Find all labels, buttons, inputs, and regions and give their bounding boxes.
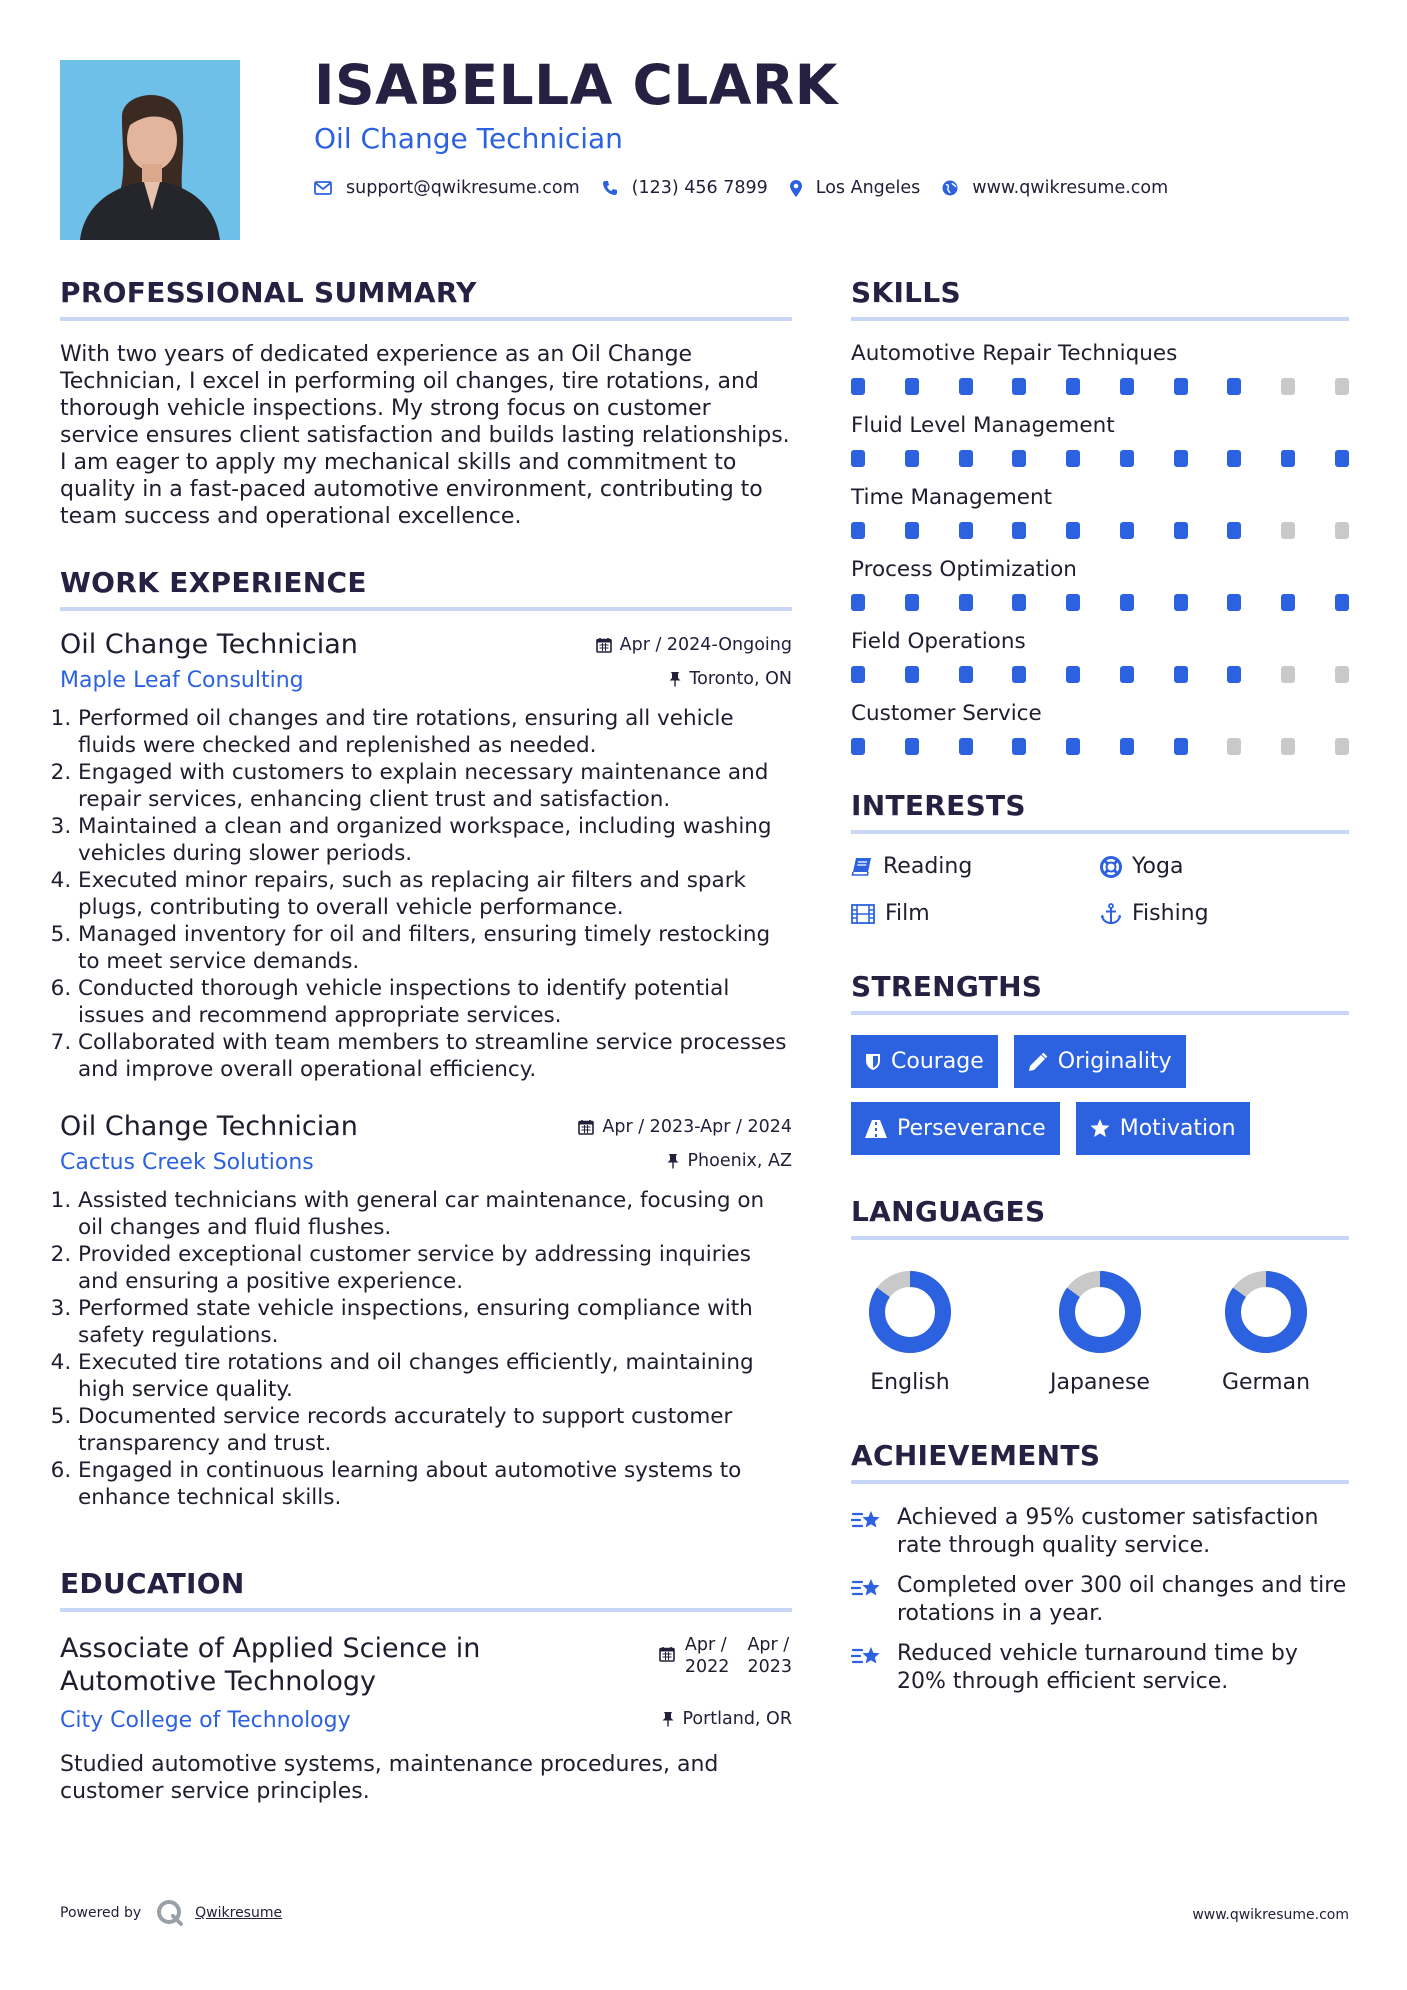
list-item: 1. Assisted technicians with general car maintenance, focusing on oil changes and fluid flushes. bbox=[78, 1187, 792, 1241]
rating-dot-filled bbox=[1066, 522, 1080, 539]
strengths-heading: STRENGTHS bbox=[851, 970, 1349, 1015]
degree-title: Associate of Applied Science in Automotive Technology bbox=[60, 1633, 481, 1697]
list-item: 4. Executed minor repairs, such as replacing air filters and spark plugs, contributing to overall vehicle performance. bbox=[78, 867, 792, 921]
map-pin-icon bbox=[790, 180, 802, 197]
rating-dot-filled bbox=[959, 450, 973, 467]
job-dates bbox=[578, 1117, 792, 1137]
interest-item bbox=[1100, 854, 1349, 879]
rating-dot-filled bbox=[1066, 450, 1080, 467]
rating-dot-empty bbox=[1281, 738, 1295, 755]
contact-email[interactable] bbox=[314, 178, 580, 198]
rating-dot-filled bbox=[905, 666, 919, 683]
list-item: 2. Engaged with customers to explain necessary maintenance and repair services, enhancing client trust and satisfaction. bbox=[78, 759, 792, 813]
skill-name: Process Optimization bbox=[851, 557, 1077, 582]
shield-icon bbox=[865, 1053, 881, 1071]
language-item bbox=[851, 1270, 969, 1395]
rating-dot-filled bbox=[959, 738, 973, 755]
school-name: City College of Technology bbox=[60, 1708, 351, 1733]
strength-label: Perseverance bbox=[897, 1116, 1046, 1141]
skill-rating bbox=[851, 450, 1349, 467]
email-text: support@qwikresume.com bbox=[346, 178, 580, 198]
rating-dot-empty bbox=[1335, 738, 1349, 755]
education-description: Studied automotive systems, maintenance procedures, and customer service principles. bbox=[60, 1752, 719, 1804]
job-location bbox=[667, 1151, 792, 1171]
rating-dot-filled bbox=[905, 450, 919, 467]
contact-phone[interactable] bbox=[602, 178, 768, 198]
achievement-text: Completed over 300 oil changes and tire rotations in a year. bbox=[897, 1573, 1347, 1626]
calendar-icon bbox=[596, 637, 612, 653]
phone-text: (123) 456 7899 bbox=[631, 178, 768, 198]
edu-end-year: 2023 bbox=[747, 1657, 792, 1677]
rating-dot-empty bbox=[1335, 522, 1349, 539]
rating-dot-filled bbox=[1012, 522, 1026, 539]
qwikresume-logo-icon bbox=[155, 1898, 185, 1928]
rating-dot-empty bbox=[1281, 522, 1295, 539]
lifebuoy-icon bbox=[1100, 856, 1122, 878]
shooting-star-icon bbox=[851, 1644, 885, 1670]
job-role: Oil Change Technician bbox=[60, 629, 358, 660]
rating-dot-empty bbox=[1335, 666, 1349, 683]
list-item: 7. Collaborated with team members to streamline service processes and improve overall operational efficiency. bbox=[78, 1029, 792, 1083]
edu-end-month: Apr / bbox=[747, 1635, 790, 1655]
calendar-icon bbox=[578, 1119, 594, 1135]
edu-start-year: 2022 bbox=[684, 1657, 730, 1677]
calendar-icon bbox=[659, 1646, 675, 1662]
envelope-icon bbox=[314, 181, 332, 195]
rating-dot-filled bbox=[1120, 522, 1134, 539]
rating-dot-filled bbox=[1120, 378, 1134, 395]
rating-dot-filled bbox=[1174, 738, 1188, 755]
education-location bbox=[662, 1709, 792, 1729]
experience-section bbox=[60, 566, 792, 1511]
interest-item bbox=[851, 901, 1100, 926]
languages-section bbox=[851, 1195, 1349, 1395]
skills-heading: SKILLS bbox=[851, 276, 1349, 321]
rating-dot-filled bbox=[1281, 594, 1295, 611]
interest-label: Reading bbox=[883, 854, 973, 879]
anchor-icon bbox=[1100, 903, 1122, 925]
skills-list bbox=[851, 341, 1349, 755]
education-section bbox=[60, 1567, 792, 1805]
strength-tag bbox=[1076, 1102, 1250, 1155]
rating-dot-filled bbox=[905, 522, 919, 539]
rating-dot-filled bbox=[1012, 666, 1026, 683]
skill-item bbox=[851, 557, 1349, 611]
interest-label: Film bbox=[885, 901, 930, 926]
language-donut bbox=[1224, 1270, 1308, 1354]
languages-list bbox=[851, 1270, 1349, 1395]
job-entry bbox=[60, 1111, 792, 1511]
rating-dot-filled bbox=[1335, 450, 1349, 467]
skill-item bbox=[851, 341, 1349, 395]
interests-heading: INTERESTS bbox=[851, 789, 1349, 834]
footer-powered-by bbox=[60, 1898, 282, 1928]
rating-dot-filled bbox=[1120, 594, 1134, 611]
skill-name: Fluid Level Management bbox=[851, 413, 1115, 438]
language-name: German bbox=[1221, 1370, 1311, 1395]
interest-label: Yoga bbox=[1132, 854, 1184, 879]
rating-dot-filled bbox=[1066, 738, 1080, 755]
rating-dot-filled bbox=[1012, 450, 1026, 467]
achievements-heading: ACHIEVEMENTS bbox=[851, 1439, 1349, 1484]
skill-rating bbox=[851, 522, 1349, 539]
strength-label: Motivation bbox=[1119, 1116, 1236, 1141]
job-dates-text: Apr / 2024-Ongoing bbox=[619, 635, 792, 655]
education-location-text: Portland, OR bbox=[682, 1709, 792, 1729]
skill-name: Customer Service bbox=[851, 701, 1042, 726]
strength-tag bbox=[851, 1102, 1060, 1155]
rating-dot-empty bbox=[1281, 666, 1295, 683]
language-item bbox=[1017, 1270, 1183, 1395]
rating-dot-filled bbox=[1120, 450, 1134, 467]
summary-section bbox=[60, 276, 792, 530]
skill-rating bbox=[851, 378, 1349, 395]
skill-item bbox=[851, 413, 1349, 467]
location-text: Los Angeles bbox=[815, 178, 921, 198]
language-donut bbox=[868, 1270, 952, 1354]
summary-heading: PROFESSIONAL SUMMARY bbox=[60, 276, 792, 321]
skill-name: Automotive Repair Techniques bbox=[851, 341, 1178, 366]
left-column bbox=[60, 276, 792, 1805]
rating-dot-filled bbox=[1335, 594, 1349, 611]
star-icon bbox=[1090, 1119, 1110, 1138]
rating-dot-filled bbox=[1066, 594, 1080, 611]
language-name: Japanese bbox=[1050, 1370, 1150, 1395]
list-item: 6. Engaged in continuous learning about automotive systems to enhance technical skills. bbox=[78, 1457, 792, 1511]
rating-dot-filled bbox=[1174, 594, 1188, 611]
experience-heading: WORK EXPERIENCE bbox=[60, 566, 792, 611]
achievements-section bbox=[851, 1439, 1349, 1696]
list-item: 3. Performed state vehicle inspections, ensuring compliance with safety regulations. bbox=[78, 1295, 792, 1349]
book-icon bbox=[851, 857, 873, 877]
language-item bbox=[1183, 1270, 1349, 1395]
rating-dot-filled bbox=[1120, 666, 1134, 683]
job-bullets bbox=[60, 705, 792, 1083]
rating-dot-filled bbox=[1227, 594, 1241, 611]
film-icon bbox=[851, 904, 875, 924]
candidate-name: ISABELLA CLARK bbox=[314, 53, 838, 117]
rating-dot-filled bbox=[1066, 378, 1080, 395]
job-dates bbox=[596, 635, 792, 655]
candidate-title: Oil Change Technician bbox=[314, 122, 623, 155]
achievement-text: Achieved a 95% customer satisfaction rate through quality service. bbox=[897, 1505, 1319, 1558]
list-item: 5. Managed inventory for oil and filters, ensuring timely restocking to meet service demands. bbox=[78, 921, 792, 975]
skill-rating bbox=[851, 594, 1349, 611]
rating-dot-filled bbox=[851, 594, 865, 611]
skill-item bbox=[851, 701, 1349, 755]
road-icon bbox=[865, 1120, 887, 1138]
job-bullets bbox=[60, 1187, 792, 1511]
edu-start-month: Apr / bbox=[684, 1635, 727, 1655]
job-role: Oil Change Technician bbox=[60, 1111, 358, 1142]
rating-dot-empty bbox=[1335, 378, 1349, 395]
skill-name: Field Operations bbox=[851, 629, 1026, 654]
interest-item bbox=[1100, 901, 1349, 926]
rating-dot-filled bbox=[851, 738, 865, 755]
language-donut bbox=[1058, 1270, 1142, 1354]
rating-dot-filled bbox=[851, 450, 865, 467]
skill-item bbox=[851, 485, 1349, 539]
skill-rating bbox=[851, 738, 1349, 755]
right-column bbox=[851, 276, 1349, 1708]
education-dates bbox=[659, 1634, 792, 1678]
list-item: 1. Performed oil changes and tire rotations, ensuring all vehicle fluids were checked and replenished as needed. bbox=[78, 705, 792, 759]
strengths-section bbox=[851, 970, 1349, 1155]
rating-dot-empty bbox=[1227, 738, 1241, 755]
footer-website[interactable]: www.qwikresume.com bbox=[1192, 1907, 1349, 1923]
rating-dot-filled bbox=[959, 378, 973, 395]
achievement-item bbox=[851, 1504, 1349, 1560]
list-item: 4. Executed tire rotations and oil changes efficiently, maintaining high service quality. bbox=[78, 1349, 792, 1403]
list-item: 3. Maintained a clean and organized workspace, including washing vehicles during slower periods. bbox=[78, 813, 792, 867]
profile-photo bbox=[60, 60, 240, 240]
contact-row bbox=[314, 178, 1190, 198]
rating-dot-filled bbox=[1066, 666, 1080, 683]
strength-label: Courage bbox=[891, 1049, 984, 1074]
rating-dot-filled bbox=[959, 594, 973, 611]
strength-label: Originality bbox=[1057, 1049, 1172, 1074]
rating-dot-filled bbox=[1012, 594, 1026, 611]
education-heading: EDUCATION bbox=[60, 1567, 792, 1612]
job-location bbox=[669, 669, 792, 689]
achievement-item bbox=[851, 1572, 1349, 1628]
rating-dot-filled bbox=[1120, 738, 1134, 755]
list-item: 5. Documented service records accurately to support customer transparency and trust. bbox=[78, 1403, 792, 1457]
contact-location bbox=[790, 178, 921, 198]
skill-rating bbox=[851, 666, 1349, 683]
pencil-icon bbox=[1028, 1052, 1048, 1072]
shooting-star-icon bbox=[851, 1576, 885, 1602]
rating-dot-filled bbox=[1174, 450, 1188, 467]
strength-tag bbox=[1014, 1035, 1186, 1088]
rating-dot-filled bbox=[905, 378, 919, 395]
rating-dot-filled bbox=[905, 738, 919, 755]
strength-tag bbox=[851, 1035, 998, 1088]
pushpin-icon bbox=[662, 1711, 674, 1727]
job-location-text: Phoenix, AZ bbox=[687, 1151, 792, 1171]
job-dates-text: Apr / 2023-Apr / 2024 bbox=[602, 1117, 792, 1137]
rating-dot-filled bbox=[1012, 738, 1026, 755]
rating-dot-filled bbox=[851, 378, 865, 395]
rating-dot-empty bbox=[1281, 378, 1295, 395]
interest-item bbox=[851, 854, 1100, 879]
shooting-star-icon bbox=[851, 1508, 885, 1534]
globe-icon bbox=[942, 180, 958, 196]
achievement-item bbox=[851, 1640, 1349, 1696]
rating-dot-filled bbox=[959, 666, 973, 683]
skill-name: Time Management bbox=[851, 485, 1053, 510]
rating-dot-filled bbox=[1227, 378, 1241, 395]
powered-by-text: Powered by bbox=[60, 1905, 142, 1921]
pushpin-icon bbox=[669, 671, 681, 687]
rating-dot-filled bbox=[1012, 378, 1026, 395]
achievement-text: Reduced vehicle turnaround time by 20% through efficient service. bbox=[897, 1641, 1298, 1694]
company-name: Cactus Creek Solutions bbox=[60, 1150, 314, 1175]
contact-website[interactable] bbox=[942, 178, 1168, 198]
rating-dot-filled bbox=[959, 522, 973, 539]
interests-section bbox=[851, 789, 1349, 926]
rating-dot-filled bbox=[1281, 450, 1295, 467]
rating-dot-filled bbox=[1174, 378, 1188, 395]
rating-dot-filled bbox=[1227, 450, 1241, 467]
rating-dot-filled bbox=[1227, 522, 1241, 539]
rating-dot-filled bbox=[1174, 666, 1188, 683]
rating-dot-filled bbox=[851, 522, 865, 539]
brand-link[interactable]: Qwikresume bbox=[195, 1905, 283, 1921]
job-location-text: Toronto, ON bbox=[689, 669, 792, 689]
rating-dot-filled bbox=[851, 666, 865, 683]
interest-label: Fishing bbox=[1132, 901, 1209, 926]
list-item: 6. Conducted thorough vehicle inspections to identify potential issues and recommend appropriate services. bbox=[78, 975, 792, 1029]
rating-dot-filled bbox=[1227, 666, 1241, 683]
summary-text: With two years of dedicated experience as an Oil Change Technician, I excel in performing oil changes, tire rotations, and thorough vehicle inspections. My strong focus on customer service ensures client satisfaction and builds lasting relationships. I am eager to apply my mechanical skills and commitment to quality in a fast-paced automotive environment, contributing to team success and operational excellence. bbox=[60, 342, 790, 529]
rating-dot-filled bbox=[1174, 522, 1188, 539]
language-name: English bbox=[870, 1370, 950, 1395]
website-text: www.qwikresume.com bbox=[972, 178, 1169, 198]
pushpin-icon bbox=[667, 1153, 679, 1169]
phone-icon bbox=[602, 180, 618, 196]
job-entry bbox=[60, 629, 792, 1083]
skill-item bbox=[851, 629, 1349, 683]
list-item: 2. Provided exceptional customer service by addressing inquiries and ensuring a positive experience. bbox=[78, 1241, 792, 1295]
languages-heading: LANGUAGES bbox=[851, 1195, 1349, 1240]
rating-dot-filled bbox=[905, 594, 919, 611]
skills-section bbox=[851, 276, 1349, 755]
company-name: Maple Leaf Consulting bbox=[60, 668, 304, 693]
